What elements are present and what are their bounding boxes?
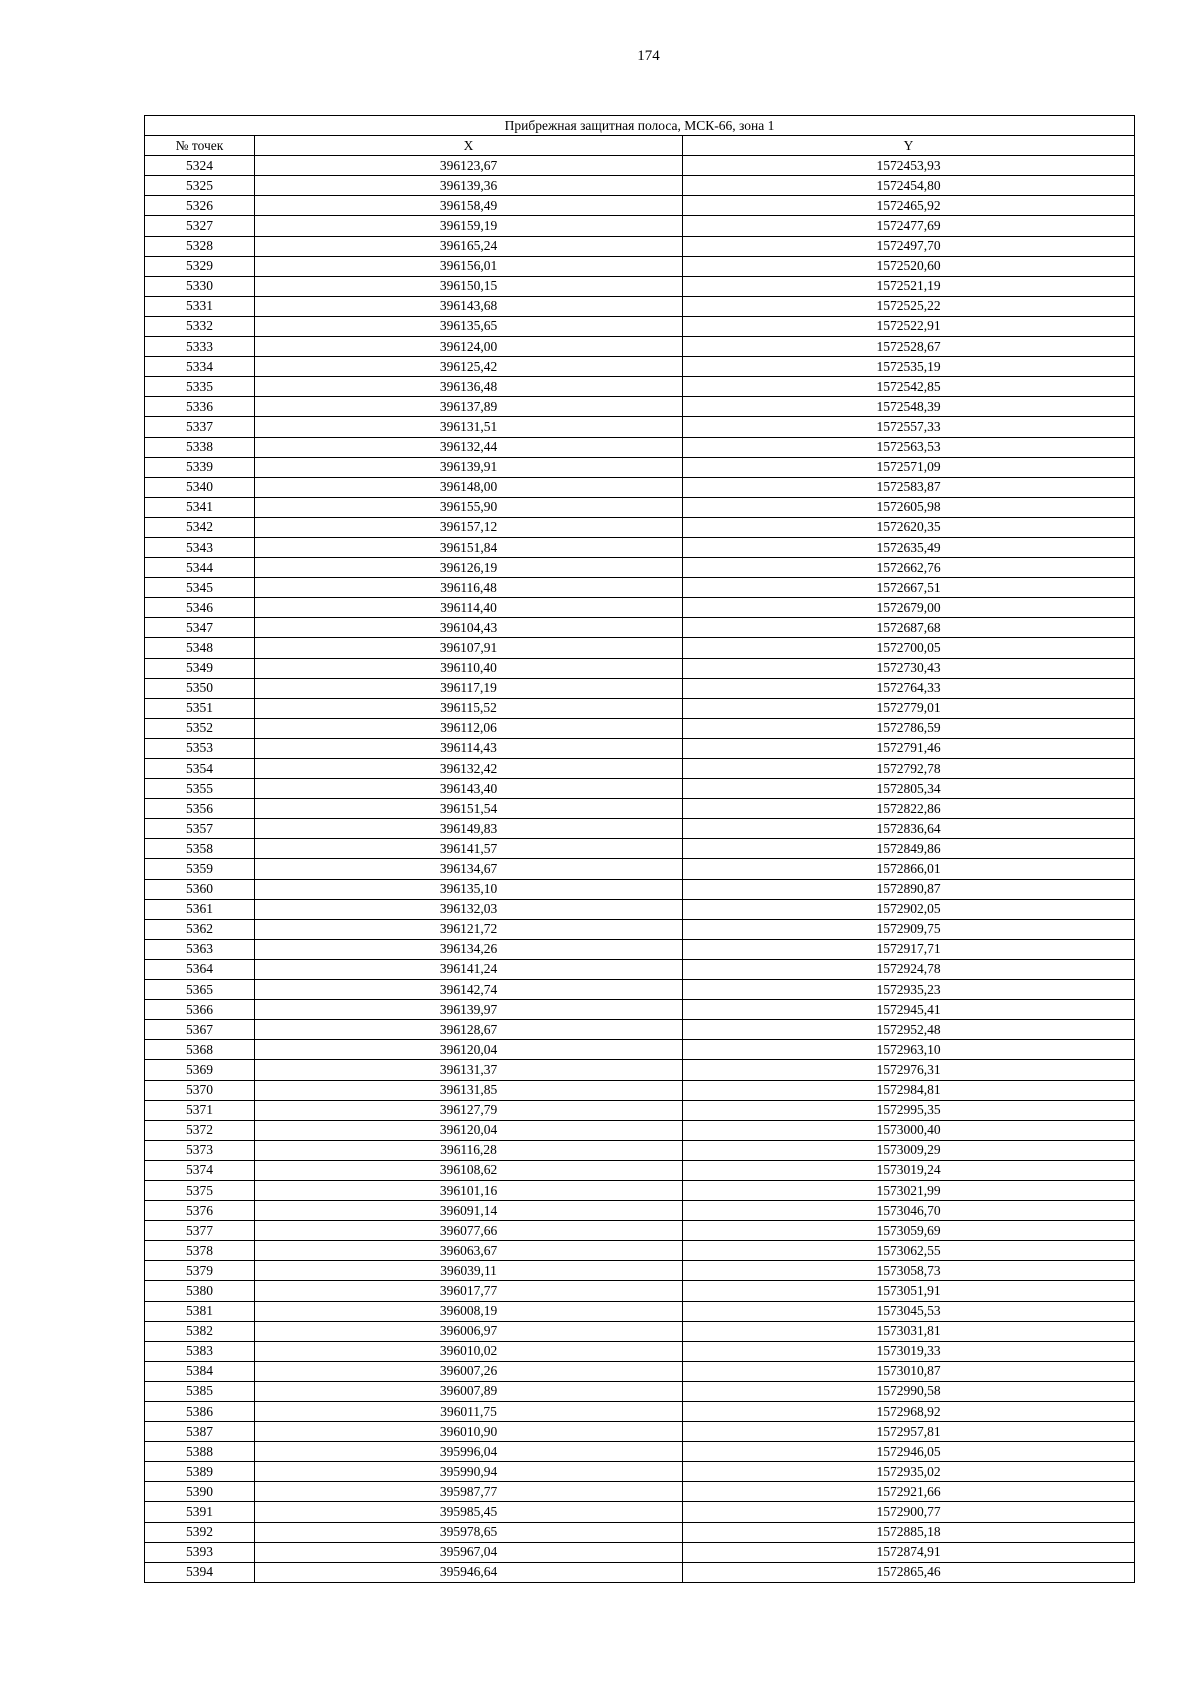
x-coordinate-cell: 396126,19	[255, 558, 683, 578]
x-coordinate-cell: 395996,04	[255, 1442, 683, 1462]
point-number-cell: 5352	[145, 718, 255, 738]
point-number-cell: 5393	[145, 1542, 255, 1562]
point-number-cell: 5376	[145, 1201, 255, 1221]
x-coordinate-cell: 396139,91	[255, 457, 683, 477]
table-row	[145, 1321, 1135, 1341]
y-coordinate-cell: 1572764,33	[683, 678, 1135, 698]
table-row	[145, 879, 1135, 899]
x-coordinate-cell: 396135,10	[255, 879, 683, 899]
table-row	[145, 939, 1135, 959]
y-coordinate-cell: 1572528,67	[683, 337, 1135, 357]
x-coordinate-cell: 396139,36	[255, 176, 683, 196]
table-row	[145, 156, 1135, 176]
point-number-cell: 5343	[145, 537, 255, 557]
x-coordinate-cell: 396165,24	[255, 236, 683, 256]
point-number-cell: 5348	[145, 638, 255, 658]
point-number-cell: 5344	[145, 558, 255, 578]
point-number-cell: 5353	[145, 738, 255, 758]
point-number-cell: 5347	[145, 618, 255, 638]
table-row	[145, 1502, 1135, 1522]
table-row	[145, 216, 1135, 236]
table-row	[145, 658, 1135, 678]
point-number-cell: 5377	[145, 1221, 255, 1241]
x-coordinate-cell: 396006,97	[255, 1321, 683, 1341]
y-coordinate-cell: 1572902,05	[683, 899, 1135, 919]
x-coordinate-cell: 396155,90	[255, 497, 683, 517]
table-row	[145, 1522, 1135, 1542]
x-coordinate-cell: 396143,68	[255, 296, 683, 316]
point-number-cell: 5390	[145, 1482, 255, 1502]
x-coordinate-cell: 396158,49	[255, 196, 683, 216]
table-row	[145, 1361, 1135, 1381]
point-number-cell: 5339	[145, 457, 255, 477]
point-number-cell: 5391	[145, 1502, 255, 1522]
point-number-cell: 5374	[145, 1160, 255, 1180]
point-number-cell: 5341	[145, 497, 255, 517]
y-coordinate-cell: 1572963,10	[683, 1040, 1135, 1060]
x-coordinate-cell: 396110,40	[255, 658, 683, 678]
point-number-cell: 5381	[145, 1301, 255, 1321]
point-number-cell: 5371	[145, 1100, 255, 1120]
y-coordinate-cell: 1572995,35	[683, 1100, 1135, 1120]
table-row	[145, 1422, 1135, 1442]
y-coordinate-cell: 1573010,87	[683, 1361, 1135, 1381]
table-row	[145, 1341, 1135, 1361]
table-row	[145, 1241, 1135, 1261]
point-number-cell: 5389	[145, 1462, 255, 1482]
y-coordinate-cell: 1572805,34	[683, 779, 1135, 799]
table-row	[145, 1462, 1135, 1482]
x-coordinate-cell: 396104,43	[255, 618, 683, 638]
table-row	[145, 738, 1135, 758]
y-coordinate-cell: 1573058,73	[683, 1261, 1135, 1281]
y-coordinate-cell: 1572791,46	[683, 738, 1135, 758]
table-row	[145, 296, 1135, 316]
point-number-cell: 5359	[145, 859, 255, 879]
page-number: 174	[637, 48, 660, 64]
table-row	[145, 980, 1135, 1000]
x-coordinate-cell: 396112,06	[255, 718, 683, 738]
table-row	[145, 1180, 1135, 1200]
table-row	[145, 698, 1135, 718]
x-coordinate-cell: 396128,67	[255, 1020, 683, 1040]
x-coordinate-cell: 396132,44	[255, 437, 683, 457]
y-coordinate-cell: 1572477,69	[683, 216, 1135, 236]
point-number-cell: 5338	[145, 437, 255, 457]
y-coordinate-cell: 1572662,76	[683, 558, 1135, 578]
point-number-cell: 5369	[145, 1060, 255, 1080]
point-number-cell: 5356	[145, 799, 255, 819]
y-coordinate-cell: 1572563,53	[683, 437, 1135, 457]
x-coordinate-cell: 396143,40	[255, 779, 683, 799]
table-row	[145, 578, 1135, 598]
point-number-cell: 5349	[145, 658, 255, 678]
point-number-cell: 5392	[145, 1522, 255, 1542]
y-coordinate-cell: 1572453,93	[683, 156, 1135, 176]
table-row	[145, 397, 1135, 417]
y-coordinate-cell: 1572865,46	[683, 1562, 1135, 1582]
point-number-cell: 5367	[145, 1020, 255, 1040]
point-number-cell: 5362	[145, 919, 255, 939]
x-coordinate-cell: 396007,26	[255, 1361, 683, 1381]
table-row	[145, 959, 1135, 979]
point-number-cell: 5330	[145, 276, 255, 296]
point-number-cell: 5379	[145, 1261, 255, 1281]
table-row	[145, 839, 1135, 859]
y-coordinate-cell: 1572935,02	[683, 1462, 1135, 1482]
point-number-cell: 5333	[145, 337, 255, 357]
table-row	[145, 1301, 1135, 1321]
y-coordinate-cell: 1572935,23	[683, 980, 1135, 1000]
y-coordinate-cell: 1572822,86	[683, 799, 1135, 819]
y-coordinate-cell: 1572890,87	[683, 879, 1135, 899]
table-row	[145, 558, 1135, 578]
y-coordinate-cell: 1573000,40	[683, 1120, 1135, 1140]
x-coordinate-cell: 396134,26	[255, 939, 683, 959]
table-row	[145, 276, 1135, 296]
point-number-cell: 5335	[145, 377, 255, 397]
y-coordinate-cell: 1572542,85	[683, 377, 1135, 397]
x-coordinate-cell: 396131,85	[255, 1080, 683, 1100]
table-row	[145, 1080, 1135, 1100]
x-coordinate-cell: 396137,89	[255, 397, 683, 417]
table-row	[145, 1201, 1135, 1221]
x-coordinate-cell: 396127,79	[255, 1100, 683, 1120]
y-coordinate-cell: 1572525,22	[683, 296, 1135, 316]
x-coordinate-cell: 396151,84	[255, 537, 683, 557]
x-coordinate-cell: 396116,48	[255, 578, 683, 598]
table-row	[145, 678, 1135, 698]
table-row	[145, 1120, 1135, 1140]
table-row	[145, 1542, 1135, 1562]
x-coordinate-cell: 396124,00	[255, 337, 683, 357]
x-coordinate-cell: 396091,14	[255, 1201, 683, 1221]
table-row	[145, 497, 1135, 517]
point-number-cell: 5340	[145, 477, 255, 497]
table-row	[145, 1160, 1135, 1180]
y-coordinate-cell: 1573031,81	[683, 1321, 1135, 1341]
x-coordinate-cell: 396063,67	[255, 1241, 683, 1261]
x-coordinate-cell: 396008,19	[255, 1301, 683, 1321]
table-row	[145, 1000, 1135, 1020]
table-row	[145, 1100, 1135, 1120]
x-coordinate-cell: 396132,03	[255, 899, 683, 919]
x-coordinate-cell: 396120,04	[255, 1120, 683, 1140]
point-number-cell: 5328	[145, 236, 255, 256]
header-y: Y	[683, 136, 1135, 156]
table-row	[145, 1040, 1135, 1060]
x-coordinate-cell: 396139,97	[255, 1000, 683, 1020]
y-coordinate-cell: 1572679,00	[683, 598, 1135, 618]
table-row	[145, 517, 1135, 537]
point-number-cell: 5383	[145, 1341, 255, 1361]
x-coordinate-cell: 396131,51	[255, 417, 683, 437]
x-coordinate-cell: 395985,45	[255, 1502, 683, 1522]
table-row	[145, 1442, 1135, 1462]
point-number-cell: 5332	[145, 316, 255, 336]
table-row	[145, 537, 1135, 557]
point-number-cell: 5364	[145, 959, 255, 979]
point-number-cell: 5361	[145, 899, 255, 919]
y-coordinate-cell: 1572792,78	[683, 759, 1135, 779]
point-number-cell: 5326	[145, 196, 255, 216]
y-coordinate-cell: 1573046,70	[683, 1201, 1135, 1221]
x-coordinate-cell: 396134,67	[255, 859, 683, 879]
x-coordinate-cell: 396159,19	[255, 216, 683, 236]
table-row	[145, 357, 1135, 377]
table-row	[145, 377, 1135, 397]
point-number-cell: 5350	[145, 678, 255, 698]
point-number-cell: 5372	[145, 1120, 255, 1140]
x-coordinate-cell: 396141,57	[255, 839, 683, 859]
point-number-cell: 5354	[145, 759, 255, 779]
table-row	[145, 1381, 1135, 1401]
table-title: Прибрежная защитная полоса, МСК-66, зона 1	[145, 116, 1135, 136]
x-coordinate-cell: 396108,62	[255, 1160, 683, 1180]
point-number-cell: 5373	[145, 1140, 255, 1160]
point-number-cell: 5365	[145, 980, 255, 1000]
y-coordinate-cell: 1572521,19	[683, 276, 1135, 296]
y-coordinate-cell: 1572984,81	[683, 1080, 1135, 1100]
x-coordinate-cell: 396010,02	[255, 1341, 683, 1361]
table-row	[145, 598, 1135, 618]
y-coordinate-cell: 1572605,98	[683, 497, 1135, 517]
point-number-cell: 5380	[145, 1281, 255, 1301]
y-coordinate-cell: 1573019,24	[683, 1160, 1135, 1180]
table-row	[145, 457, 1135, 477]
y-coordinate-cell: 1572548,39	[683, 397, 1135, 417]
x-coordinate-cell: 395990,94	[255, 1462, 683, 1482]
point-number-cell: 5337	[145, 417, 255, 437]
point-number-cell: 5386	[145, 1402, 255, 1422]
table-row	[145, 1060, 1135, 1080]
y-coordinate-cell: 1573019,33	[683, 1341, 1135, 1361]
point-number-cell: 5388	[145, 1442, 255, 1462]
table-row	[145, 1562, 1135, 1582]
x-coordinate-cell: 396101,16	[255, 1180, 683, 1200]
point-number-cell: 5363	[145, 939, 255, 959]
x-coordinate-cell: 396136,48	[255, 377, 683, 397]
table-row	[145, 1261, 1135, 1281]
point-number-cell: 5358	[145, 839, 255, 859]
y-coordinate-cell: 1573021,99	[683, 1180, 1135, 1200]
point-number-cell: 5370	[145, 1080, 255, 1100]
x-coordinate-cell: 396132,42	[255, 759, 683, 779]
y-coordinate-cell: 1572465,92	[683, 196, 1135, 216]
point-number-cell: 5334	[145, 357, 255, 377]
table-row	[145, 638, 1135, 658]
y-coordinate-cell: 1572687,68	[683, 618, 1135, 638]
y-coordinate-cell: 1572571,09	[683, 457, 1135, 477]
point-number-cell: 5357	[145, 819, 255, 839]
x-coordinate-cell: 396125,42	[255, 357, 683, 377]
x-coordinate-cell: 396151,54	[255, 799, 683, 819]
y-coordinate-cell: 1572700,05	[683, 638, 1135, 658]
table-row	[145, 859, 1135, 879]
point-number-cell: 5342	[145, 517, 255, 537]
x-coordinate-cell: 396107,91	[255, 638, 683, 658]
table-row	[145, 1020, 1135, 1040]
point-number-cell: 5366	[145, 1000, 255, 1020]
y-coordinate-cell: 1572520,60	[683, 256, 1135, 276]
y-coordinate-cell: 1572874,91	[683, 1542, 1135, 1562]
point-number-cell: 5394	[145, 1562, 255, 1582]
x-coordinate-cell: 396148,00	[255, 477, 683, 497]
x-coordinate-cell: 396010,90	[255, 1422, 683, 1442]
y-coordinate-cell: 1572786,59	[683, 718, 1135, 738]
x-coordinate-cell: 396123,67	[255, 156, 683, 176]
x-coordinate-cell: 396142,74	[255, 980, 683, 1000]
point-number-cell: 5346	[145, 598, 255, 618]
y-coordinate-cell: 1572957,81	[683, 1422, 1135, 1442]
table-body	[145, 156, 1135, 1583]
point-number-cell: 5378	[145, 1241, 255, 1261]
y-coordinate-cell: 1572667,51	[683, 578, 1135, 598]
y-coordinate-cell: 1572917,71	[683, 939, 1135, 959]
y-coordinate-cell: 1572849,86	[683, 839, 1135, 859]
x-coordinate-cell: 396011,75	[255, 1402, 683, 1422]
table-row	[145, 1482, 1135, 1502]
table-row	[145, 256, 1135, 276]
x-coordinate-cell: 396116,28	[255, 1140, 683, 1160]
point-number-cell: 5345	[145, 578, 255, 598]
table-row	[145, 196, 1135, 216]
x-coordinate-cell: 395946,64	[255, 1562, 683, 1582]
x-coordinate-cell: 395978,65	[255, 1522, 683, 1542]
x-coordinate-cell: 396141,24	[255, 959, 683, 979]
point-number-cell: 5324	[145, 156, 255, 176]
y-coordinate-cell: 1572945,41	[683, 1000, 1135, 1020]
y-coordinate-cell: 1572885,18	[683, 1522, 1135, 1542]
y-coordinate-cell: 1572620,35	[683, 517, 1135, 537]
x-coordinate-cell: 396114,43	[255, 738, 683, 758]
table-row	[145, 899, 1135, 919]
x-coordinate-cell: 396149,83	[255, 819, 683, 839]
table-row	[145, 176, 1135, 196]
y-coordinate-cell: 1572779,01	[683, 698, 1135, 718]
y-coordinate-cell: 1572836,64	[683, 819, 1135, 839]
table-row	[145, 779, 1135, 799]
point-number-cell: 5375	[145, 1180, 255, 1200]
x-coordinate-cell: 396120,04	[255, 1040, 683, 1060]
point-number-cell: 5355	[145, 779, 255, 799]
x-coordinate-cell: 396150,15	[255, 276, 683, 296]
table-row	[145, 618, 1135, 638]
table-row	[145, 1281, 1135, 1301]
point-number-cell: 5360	[145, 879, 255, 899]
point-number-cell: 5382	[145, 1321, 255, 1341]
y-coordinate-cell: 1572866,01	[683, 859, 1135, 879]
table-row	[145, 477, 1135, 497]
y-coordinate-cell: 1572968,92	[683, 1402, 1135, 1422]
y-coordinate-cell: 1573009,29	[683, 1140, 1135, 1160]
x-coordinate-cell: 396039,11	[255, 1261, 683, 1281]
point-number-cell: 5387	[145, 1422, 255, 1442]
y-coordinate-cell: 1572976,31	[683, 1060, 1135, 1080]
x-coordinate-cell: 396131,37	[255, 1060, 683, 1080]
table-row	[145, 919, 1135, 939]
x-coordinate-cell: 395967,04	[255, 1542, 683, 1562]
x-coordinate-cell: 396007,89	[255, 1381, 683, 1401]
coordinates-table	[144, 115, 1135, 1583]
y-coordinate-cell: 1572909,75	[683, 919, 1135, 939]
y-coordinate-cell: 1572952,48	[683, 1020, 1135, 1040]
x-coordinate-cell: 396117,19	[255, 678, 683, 698]
point-number-cell: 5385	[145, 1381, 255, 1401]
y-coordinate-cell: 1572946,05	[683, 1442, 1135, 1462]
table-row	[145, 1402, 1135, 1422]
y-coordinate-cell: 1572583,87	[683, 477, 1135, 497]
table-row	[145, 316, 1135, 336]
table-row	[145, 718, 1135, 738]
y-coordinate-cell: 1573059,69	[683, 1221, 1135, 1241]
table-row	[145, 819, 1135, 839]
x-coordinate-cell: 396157,12	[255, 517, 683, 537]
x-coordinate-cell: 396114,40	[255, 598, 683, 618]
x-coordinate-cell: 396077,66	[255, 1221, 683, 1241]
point-number-cell: 5351	[145, 698, 255, 718]
point-number-cell: 5327	[145, 216, 255, 236]
y-coordinate-cell: 1572900,77	[683, 1502, 1135, 1522]
x-coordinate-cell: 396115,52	[255, 698, 683, 718]
x-coordinate-cell: 396121,72	[255, 919, 683, 939]
y-coordinate-cell: 1572497,70	[683, 236, 1135, 256]
y-coordinate-cell: 1572730,43	[683, 658, 1135, 678]
y-coordinate-cell: 1572924,78	[683, 959, 1135, 979]
y-coordinate-cell: 1572454,80	[683, 176, 1135, 196]
x-coordinate-cell: 396156,01	[255, 256, 683, 276]
table-row	[145, 1221, 1135, 1241]
y-coordinate-cell: 1572557,33	[683, 417, 1135, 437]
table-row	[145, 759, 1135, 779]
y-coordinate-cell: 1573045,53	[683, 1301, 1135, 1321]
point-number-cell: 5325	[145, 176, 255, 196]
table-row	[145, 1140, 1135, 1160]
table-row	[145, 437, 1135, 457]
point-number-cell: 5384	[145, 1361, 255, 1381]
y-coordinate-cell: 1572635,49	[683, 537, 1135, 557]
y-coordinate-cell: 1572522,91	[683, 316, 1135, 336]
table-row	[145, 417, 1135, 437]
y-coordinate-cell: 1573051,91	[683, 1281, 1135, 1301]
point-number-cell: 5368	[145, 1040, 255, 1060]
table-row	[145, 337, 1135, 357]
y-coordinate-cell: 1573062,55	[683, 1241, 1135, 1261]
y-coordinate-cell: 1572921,66	[683, 1482, 1135, 1502]
table-row	[145, 799, 1135, 819]
x-coordinate-cell: 396135,65	[255, 316, 683, 336]
table-row	[145, 236, 1135, 256]
point-number-cell: 5331	[145, 296, 255, 316]
y-coordinate-cell: 1572990,58	[683, 1381, 1135, 1401]
y-coordinate-cell: 1572535,19	[683, 357, 1135, 377]
header-x: X	[255, 136, 683, 156]
point-number-cell: 5329	[145, 256, 255, 276]
point-number-cell: 5336	[145, 397, 255, 417]
x-coordinate-cell: 396017,77	[255, 1281, 683, 1301]
x-coordinate-cell: 395987,77	[255, 1482, 683, 1502]
header-point-number: № точек	[145, 136, 255, 156]
